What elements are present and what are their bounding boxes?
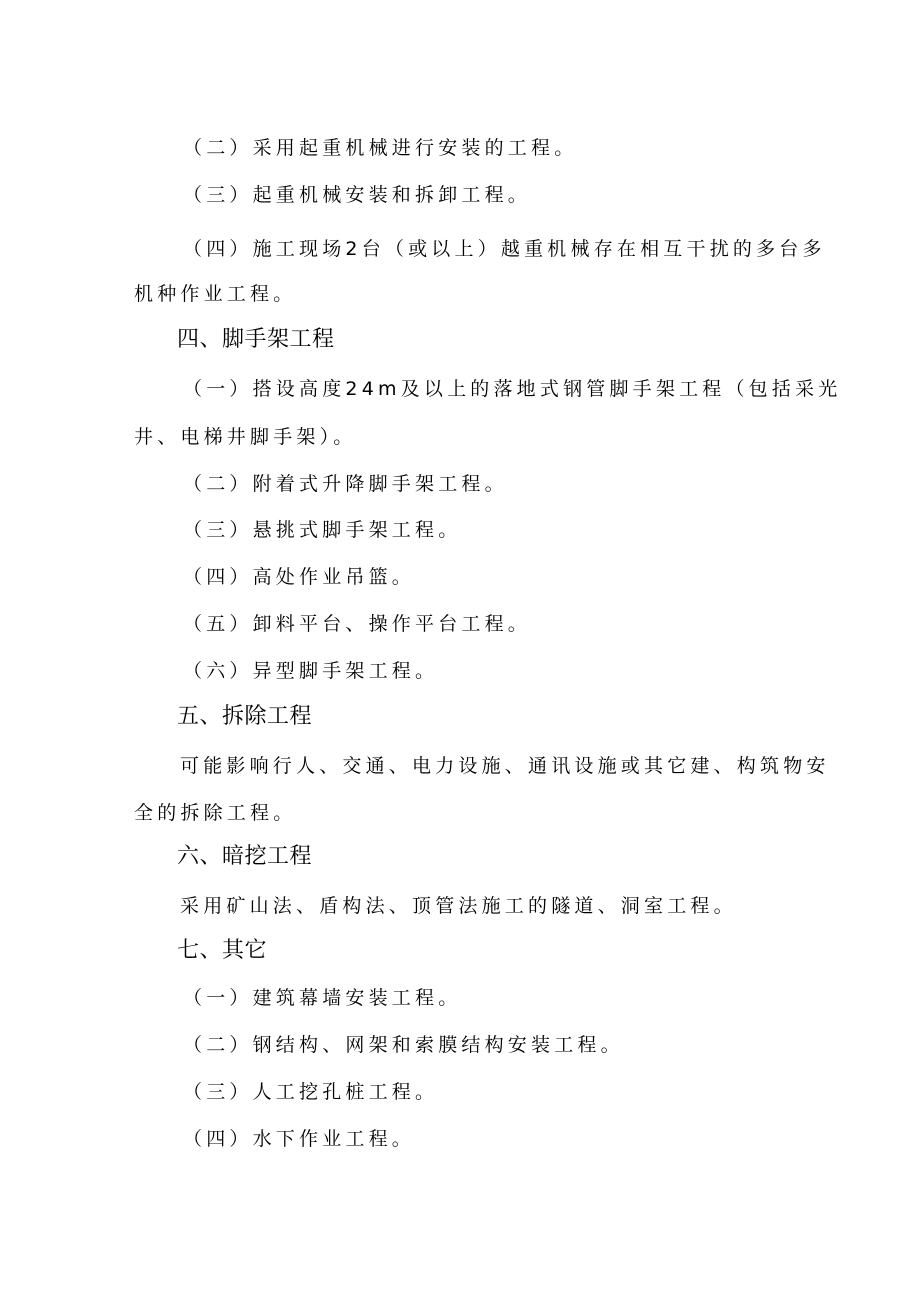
section-heading: 五、拆除工程: [177, 704, 313, 729]
list-item: （二）钢结构、网架和索膜结构安装工程。: [183, 1034, 624, 1056]
list-item: （一）建筑幕墙安装工程。: [183, 987, 462, 1009]
list-item: （三）人工挖孔桩工程。: [183, 1081, 439, 1103]
list-item: （二）附着式升降脚手架工程。: [183, 473, 508, 495]
list-item: （四）施工现场2台（或以上）越重机械存在相互干扰的多台多: [183, 238, 826, 260]
list-item: （三）起重机械安装和拆卸工程。: [183, 184, 532, 206]
paragraph-line: 全的拆除工程。: [134, 802, 297, 824]
list-item: （一）搭设高度24m及以上的落地式钢管脚手架工程（包括采光: [183, 378, 842, 400]
list-item: （四）高处作业吊篮。: [183, 566, 416, 588]
section-heading: 六、暗挖工程: [177, 844, 313, 869]
section-heading: 七、其它: [177, 938, 268, 963]
list-item-continuation: 机种作业工程。: [134, 283, 297, 305]
paragraph-line: 可能影响行人、交通、电力设施、通讯设施或其它建、构筑物安: [180, 755, 830, 777]
list-item: （四）水下作业工程。: [183, 1128, 416, 1150]
paragraph-line: 采用矿山法、盾构法、顶管法施工的隧道、洞室工程。: [180, 895, 737, 917]
list-item: （三）悬挑式脚手架工程。: [183, 519, 462, 541]
section-heading: 四、脚手架工程: [177, 327, 335, 352]
list-item: （六）异型脚手架工程。: [183, 660, 439, 682]
list-item-continuation: 井、电梯井脚手架）。: [134, 426, 357, 448]
list-item: （二）采用起重机械进行安装的工程。: [183, 137, 578, 159]
list-item: （五）卸料平台、操作平台工程。: [183, 613, 532, 635]
